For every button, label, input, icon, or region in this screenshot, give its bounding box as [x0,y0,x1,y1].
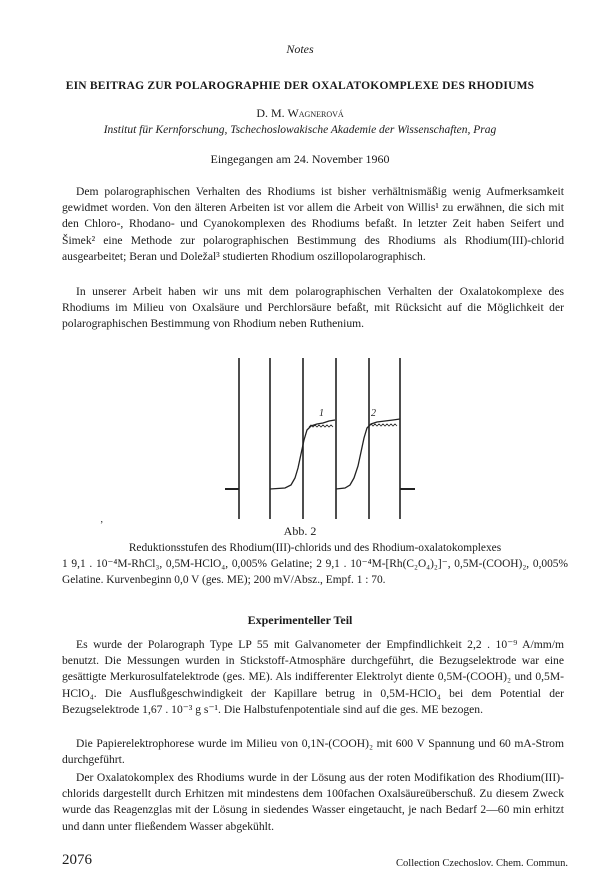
page-number: 2076 [62,852,92,868]
intro-paragraph-2-block [62,284,564,333]
figure-caption [62,540,568,588]
experimental-paragraph-3: Der Oxalatokomplex des Rhodiums wurde in der Lösung aus der roten Modifikation des Rhodium(III)-chlorids dargestellt durch Erhitzen mit mindestens dem 100fachen Oxalsäureüberschuß. Zu diesem Zweck wurde das Reagenzglas mit der Lösung in siedendes Wasser eingetaucht, je nach Bedarf 2—60 min erhitzt und dann unter fließendem Wasser abgekühlt. [62,771,564,833]
article-title: EIN BEITRAG ZUR POLAROGRAPHIE DER OXALATOKOMPLEXE DES RHODIUMS [65,80,535,92]
figure-caption-title: Reduktionsstufen des Rhodium(III)-chlorids und des Rhodium-oxalatokomplexes [128,542,502,554]
polarogram-curve-2 [336,419,400,489]
tick-mark: ʼ [100,520,104,531]
experimental-paragraph-2-block [62,736,564,768]
figure-caption-body: 1 9,1 . 10⁻⁴M-RhCl₃, 0,5M-HClO₄, 0,005% Gelatine; 2 9,1 . 10⁻⁴M-[Rh(C₂O₄)₂]⁻, 0,5M-(COOH)₂, 0,005% Gelatine. Kurvenbeginn 0,0 V (ges. ME); 200 mV/Absz., Empf. 1 : 70. [62,558,568,586]
author-name: D. M. Wagnerová [256,106,344,120]
experimental-paragraph-1: Es wurde der Polarograph Type LP 55 mit Galvanometer der Empfindlichkeit 2,2 . 10⁻⁹ A/mm/m benutzt. Die Messungen wurden in Stickstoff-Atmosphäre durchgeführt, die Bezugselektrode war eine gesättigte Merkurosulfatelektrode (ges. ME). Als indifferenter Elektrolyt diente 0,5M-(COOH)₂ und 0,5M-HClO₄. Die Ausflußgeschwindigkeit der Kapillare betrug in 0,5M-HClO₄ bei dem Potential der Bezugselektrode 1,67 . 10⁻³ g s⁻¹. Die Halbstufenpotentiale sind auf die ges. ME bezogen. [62,638,564,716]
polarogram-curve-2-noise [369,424,397,426]
section-heading: Experimenteller Teil [247,613,353,627]
institute: Institut für Kernforschung, Tschechoslowakische Akademie der Wissenschaften, Prag [103,124,497,136]
figure-label: Abb. 2 [283,524,317,538]
journal-name: Collection Czechoslov. Chem. Commun. [396,858,568,869]
experimental-paragraph-3-block [62,770,564,835]
experimental-paragraph-2: Die Papierelektrophorese wurde im Milieu von 0,1N-(COOH)₂ mit 600 V Spannung und 60 mA-Strom durchgeführt. [62,737,564,767]
experimental-paragraph-1-block [62,637,564,718]
polarogram-figure [225,354,415,524]
author [0,106,600,121]
intro-paragraph-1-block [62,184,564,265]
intro-paragraph-1: Dem polarographischen Verhalten des Rhodiums ist bisher verhältnismäßig wenig Aufmerksamkeit gewidmet worden. Von den älteren Arbeiten ist vor allem die Arbeit von Willis¹ zu erwähnen, die sich mit den Chloro-, Rhodano- und Cyanokomplexen des Rhodiums befaßt. In letzter Zeit haben Seifert und Šimek² eine Methode zur polarographischen Bestimmung des Rhodiums als Rhodium(III)-chlorid ausgearbeitet; Beran und Doležal³ studierten Rhodium oszillopolarographisch. [62,185,564,263]
curve-label-1: 1 [319,408,324,419]
received-date: Eingegangen am 24. November 1960 [210,152,390,166]
intro-paragraph-2: In unserer Arbeit haben wir uns mit dem polarographischen Verhalten der Oxalatokomplexe des Rhodiums im Milieu von Oxalsäure und Perchlorsäure befaßt, mit Rücksicht auf die Möglichkeit der polarographischen Bestimmung von Rhodium neben Ruthenium. [62,285,564,331]
curve-label-2: 2 [371,408,376,419]
running-header: Notes [286,42,314,56]
